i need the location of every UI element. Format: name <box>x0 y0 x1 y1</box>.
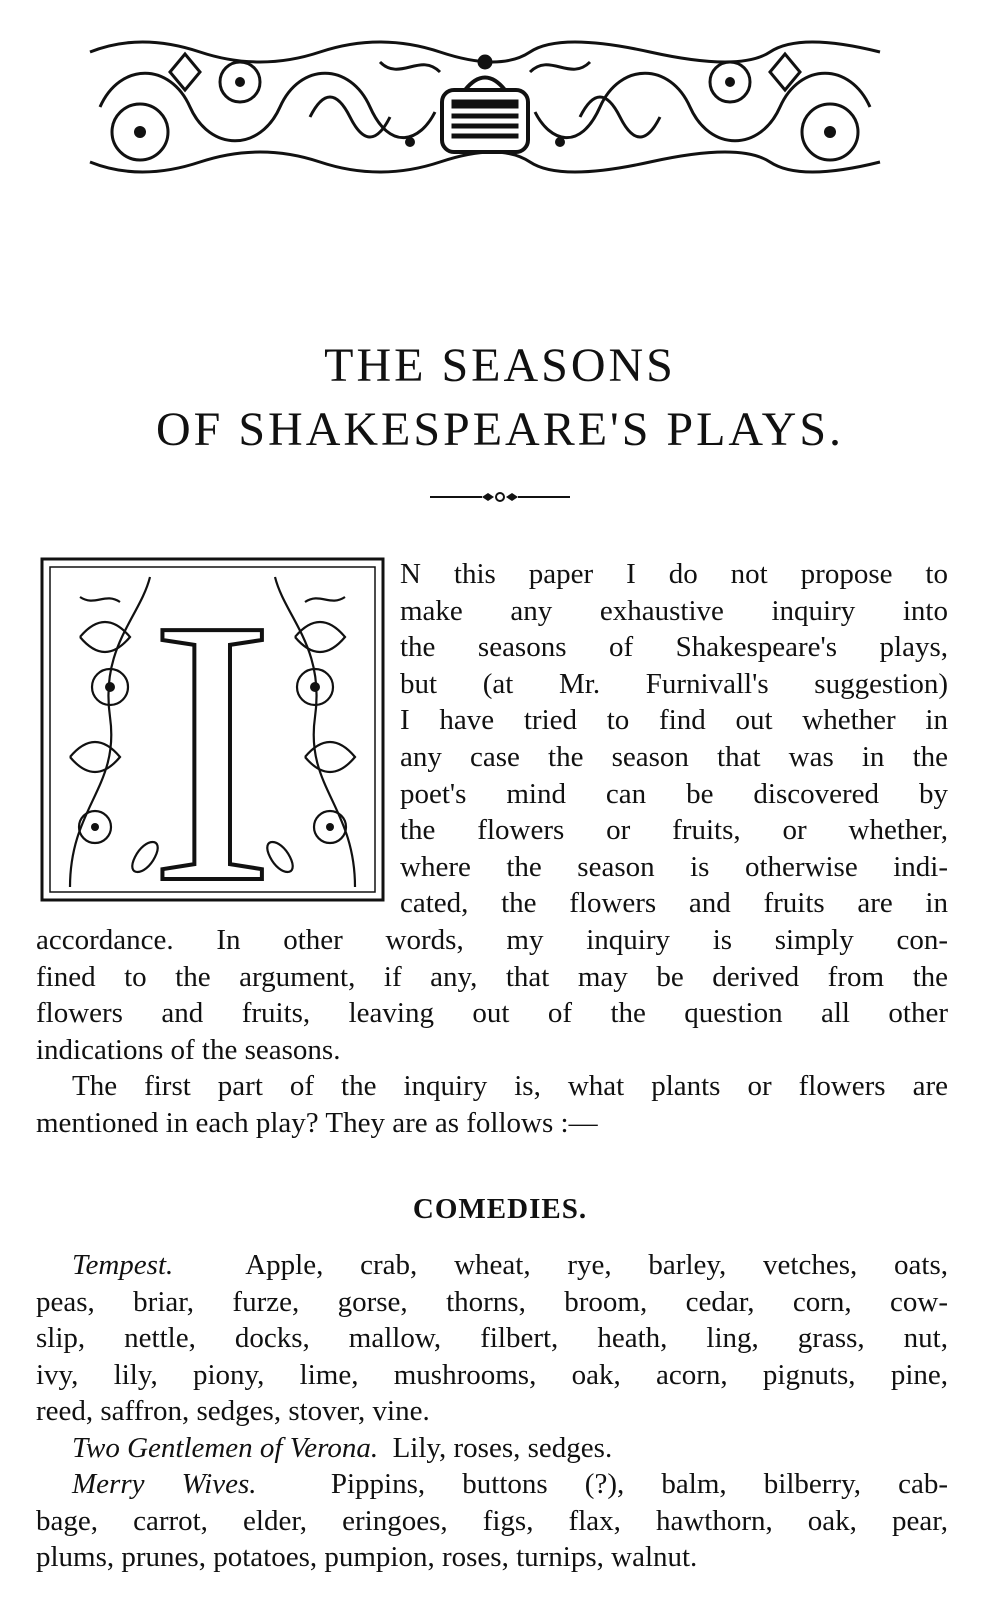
play-plants: Pippins, buttons (?), balm, bilberry, cab- <box>330 1468 948 1500</box>
section-heading: COMEDIES. <box>412 1193 588 1225</box>
text-line: cated, the flowers and fruits are in <box>400 887 948 920</box>
text-line: the flowers or fruits, or whether, <box>400 814 948 847</box>
text-line: where the season is otherwise indi- <box>400 850 948 883</box>
text-line: peas, briar, furze, gorse, thorns, broom, cedar, corn, cow- <box>36 1285 948 1318</box>
text-line <box>36 1466 948 1503</box>
text-line: bage, carrot, elder, eringoes, figs, flax, hawthorn, oak, pear, <box>36 1504 948 1537</box>
dropcap-letter: I <box>148 557 276 902</box>
text-line: but (at Mr. Furnivall's suggestion) <box>400 667 948 700</box>
page-title-line-2: OF SHAKESPEARE'S PLAYS. <box>155 403 845 456</box>
text-line: poet's mind can be discovered by <box>400 777 948 810</box>
text-line: the seasons of Shakespeare's plays, <box>400 631 948 664</box>
text-line <box>36 1430 948 1467</box>
ornamental-rule <box>430 490 570 504</box>
intro-paragraph-continued <box>36 922 948 1068</box>
text-line: reed, saffron, sedges, stover, vine. <box>36 1395 430 1428</box>
floral-headpiece <box>80 22 890 190</box>
play-title: Tempest. <box>72 1249 174 1281</box>
text-line: mentioned in each play? They are as follows :— <box>36 1106 598 1139</box>
play-title: Merry Wives. <box>72 1468 257 1500</box>
text-line: flowers and fruits, leaving out of the question all other <box>36 997 948 1030</box>
intro-paragraph-beside <box>400 556 948 922</box>
text-line <box>36 1247 948 1284</box>
text-line: make any exhaustive inquiry into <box>400 594 948 627</box>
text-line: N this paper I do not propose to <box>400 558 948 590</box>
text-line: ivy, lily, piony, lime, mushrooms, oak, acorn, pignuts, pine, <box>36 1358 948 1391</box>
play-plants: Lily, roses, sedges. <box>392 1432 613 1464</box>
urn-icon <box>442 55 528 152</box>
play-entry-tempest <box>36 1247 948 1430</box>
text-line: indications of the seasons. <box>36 1033 341 1066</box>
page-title-line-1: THE SEASONS <box>324 339 676 392</box>
dropcap-floral-I <box>40 557 385 902</box>
text-line: any case the season that was in the <box>400 740 948 773</box>
text-line: slip, nettle, docks, mallow, filbert, heath, ling, grass, nut, <box>36 1322 948 1355</box>
play-plants: Apple, crab, wheat, rye, barley, vetches, oats, <box>245 1249 948 1281</box>
second-paragraph <box>36 1068 948 1141</box>
play-entry-two-gentlemen <box>36 1430 948 1467</box>
text-line: The first part of the inquiry is, what plants or flowers are <box>72 1070 948 1102</box>
text-line: fined to the argument, if any, that may be derived from the <box>36 960 948 993</box>
play-entry-merry-wives <box>36 1466 948 1576</box>
text-line: accordance. In other words, my inquiry is simply con- <box>36 924 948 956</box>
play-title: Two Gentlemen of Verona. <box>72 1432 379 1464</box>
text-line: plums, prunes, potatoes, pumpion, roses, turnips, walnut. <box>36 1541 698 1574</box>
text-line: I have tried to find out whether in <box>400 704 948 737</box>
